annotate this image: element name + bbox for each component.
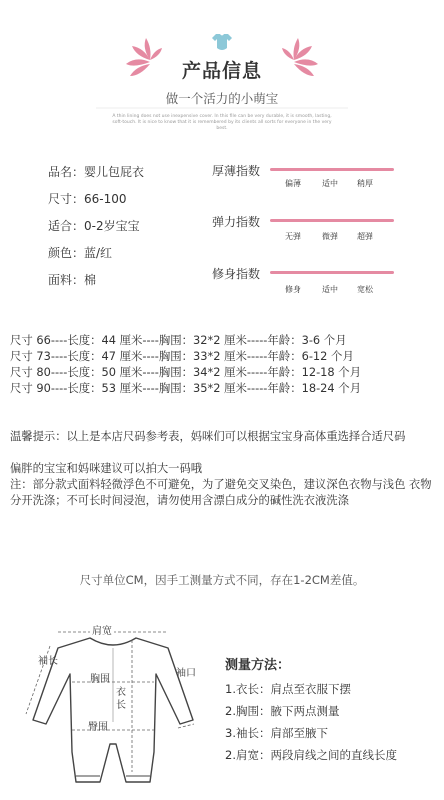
page-title: 产品信息	[181, 60, 262, 82]
elasticity-tick-1: 无弹	[285, 232, 301, 241]
thickness-tick-3: 稍厚	[357, 179, 373, 188]
hip-label: 臀围	[88, 722, 108, 733]
thickness-index-bar	[270, 168, 394, 171]
garment-diagram	[18, 612, 208, 792]
thickness-tick-2: 适中	[322, 179, 338, 188]
fine-print: A thin lining does not use inexpensive cover. In this file can be very durable, it is smooth, lasting, soft-touch. It is nice to know that it is remembered by its clients all sorts for everyone in the very best.	[112, 114, 332, 131]
elasticity-tick-3: 超弹	[357, 232, 373, 241]
measure-item: 2.胸围：腋下两点测量	[225, 704, 340, 718]
measure-item: 2.肩宽：两段肩线之间的直线长度	[225, 748, 397, 762]
care-note: 注：部分款式面料轻微浮色不可避免，为了避免交叉染色，建议深色衣物与浅色 衣物分开洗涤；不可长时间浸泡，请勿使用含漂白成分的碱性洗衣液洗涤	[10, 478, 432, 507]
size-row: 尺寸 90----长度：53 厘米----胸围：35*2 厘米-----年龄：18-24 个月	[10, 381, 362, 395]
product-size: 尺寸：66-100	[48, 192, 127, 206]
page-subtitle: 做一个活力的小萌宝	[165, 91, 279, 106]
measure-item: 1.衣长：肩点至衣服下摆	[225, 682, 351, 696]
cuff-label: 袖口	[176, 668, 196, 679]
thickness-tick-1: 偏薄	[285, 179, 301, 188]
measure-item: 3.袖长：肩部至腋下	[225, 726, 328, 740]
onesie-outline-icon	[18, 612, 208, 792]
size-row: 尺寸 80----长度：50 厘米----胸围：34*2 厘米-----年龄：12-18 个月	[10, 365, 362, 379]
size-tip: 温馨提示：以上是本店尺码参考表，妈咪们可以根据宝宝身高体重选择合适尺码	[10, 430, 406, 443]
fit-tick-1: 修身	[285, 285, 301, 294]
product-color: 颜色：蓝/红	[48, 246, 113, 260]
elasticity-tick-2: 微弹	[322, 232, 338, 241]
product-fit: 适合：0-2岁宝宝	[48, 219, 140, 233]
unit-note: 尺寸单位CM，因手工测量方式不同，存在1-2CM差值。	[79, 573, 365, 587]
measure-title: 测量方法：	[225, 658, 291, 673]
fit-index-label: 修身指数	[212, 267, 261, 281]
size-row: 尺寸 66----长度：44 厘米----胸围：32*2 厘米-----年龄：3-6 个月	[10, 333, 347, 347]
size-row: 尺寸 73----长度：47 厘米----胸围：33*2 厘米-----年龄：6-12 个月	[10, 349, 354, 363]
elasticity-index-label: 弹力指数	[212, 215, 261, 229]
shoulder-label: 肩宽	[90, 622, 114, 637]
size-tip-2: 偏胖的宝宝和妈咪建议可以拍大一码哦	[10, 462, 203, 475]
length-label: 衣长	[116, 687, 126, 711]
product-fabric: 面料：棉	[48, 273, 97, 287]
fit-index-bar	[270, 271, 394, 274]
onesie-icon	[212, 34, 232, 50]
sleeve-label: 袖长	[38, 656, 58, 667]
fit-tick-3: 宽松	[357, 285, 373, 294]
product-name: 品名：婴儿包屁衣	[48, 165, 145, 179]
thickness-index-label: 厚薄指数	[212, 164, 261, 178]
chest-label: 胸围	[90, 674, 110, 685]
elasticity-index-bar	[270, 219, 394, 222]
fit-tick-2: 适中	[322, 285, 338, 294]
